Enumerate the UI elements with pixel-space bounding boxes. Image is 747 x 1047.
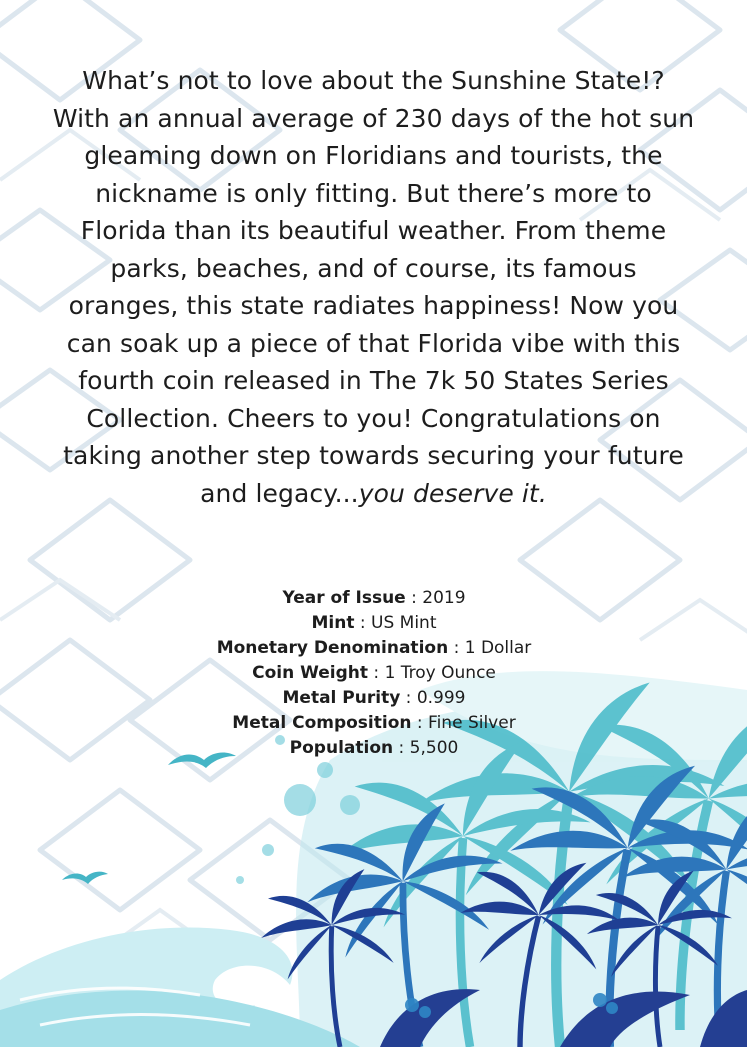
spec-label: Mint [311,613,355,633]
coin-specifications [174,586,574,761]
spec-label: Metal Composition [232,713,412,733]
description-closing: you deserve it. [358,478,547,508]
spec-value: 1 Dollar [464,638,532,658]
spec-mint: Mint : US Mint [311,613,437,633]
spec-value: US Mint [371,613,437,633]
spec-value: 5,500 [409,738,459,758]
seagull-icon [62,872,108,884]
spec-label: Metal Purity [282,688,401,708]
spec-value: Fine Silver [428,713,516,733]
spec-label: Population [289,738,394,758]
spec-year-of-issue: Year of Issue : 2019 [282,588,466,608]
coin-description [52,62,695,512]
spec-label: Coin Weight [252,663,369,683]
description-body: What’s not to love about the Sunshine State!? With an annual average of 230 days of the hot sun gleaming down on Floridians and tourists, the nickname is only fitting. But there’s more to Florida than its beautiful weather. From theme parks, beaches, and of course, its famous oranges, this state radiates happiness! Now you can soak up a piece of that Florida vibe with this fourth coin released in The 7k 50 States Series Collection. Cheers to you! Congratulations on taking another step towards securing your future and legacy... [52,66,695,508]
spec-value: 0.999 [416,688,466,708]
spec-label: Monetary Denomination [216,638,449,658]
spec-monetary-denomination: Monetary Denomination : 1 Dollar [216,638,532,658]
spec-metal-purity: Metal Purity : 0.999 [282,688,466,708]
spec-population: Population : 5,500 [289,738,459,758]
spec-value: 1 Troy Ounce [384,663,496,683]
spec-value: 2019 [422,588,466,608]
spec-coin-weight: Coin Weight : 1 Troy Ounce [252,663,496,683]
spec-metal-composition: Metal Composition : Fine Silver [232,713,516,733]
spec-label: Year of Issue [282,588,406,608]
